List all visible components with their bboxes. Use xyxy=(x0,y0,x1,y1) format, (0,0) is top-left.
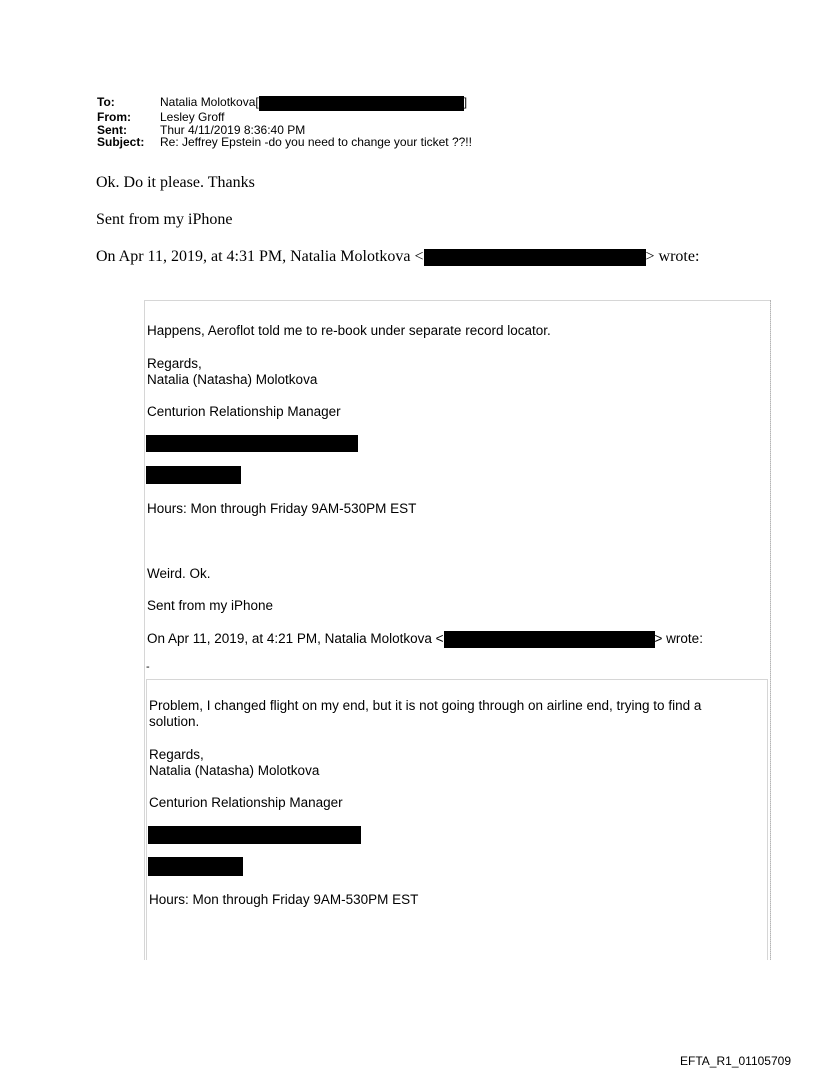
quoted-2-body-line2: solution. xyxy=(149,714,200,729)
quoted-1-reply-signature: Sent from my iPhone xyxy=(147,598,274,613)
quoted-1-body: Happens, Aeroflot told me to re-book under separate record locator. xyxy=(147,323,551,338)
redaction-bar xyxy=(146,435,358,452)
subject-value: Re: Jeffrey Epstein -do you need to change your ticket ??!! xyxy=(160,135,472,150)
quote-intro-1 xyxy=(96,248,699,266)
to-close-bracket: ] xyxy=(463,95,468,109)
sent-label: Sent: xyxy=(97,122,127,137)
redaction-bar xyxy=(148,826,361,844)
subject-row xyxy=(97,136,472,149)
page-cut xyxy=(140,960,780,990)
reply-signature: Sent from my iPhone xyxy=(96,211,233,228)
to-label: To: xyxy=(97,95,115,109)
redaction-bar xyxy=(146,466,241,484)
reply-body: Ok. Do it please. Thanks xyxy=(96,174,255,191)
quoted-1-title: Centurion Relationship Manager xyxy=(147,404,341,419)
to-value: Natalia Molotkova[ xyxy=(160,95,259,109)
quoted-1-reply-body: Weird. Ok. xyxy=(147,566,211,581)
document-id: EFTA_R1_01105709 xyxy=(680,1054,791,1068)
quoted-2-regards: Regards, xyxy=(149,747,204,762)
redaction-bar xyxy=(148,857,243,876)
redaction-bar xyxy=(259,96,464,111)
redaction-bar xyxy=(444,631,655,648)
quoted-2-name: Natalia (Natasha) Molotkova xyxy=(149,763,320,778)
quote-intro-2-suffix: > wrote: xyxy=(654,631,703,647)
quoted-2-hours: Hours: Mon through Friday 9AM-530PM EST xyxy=(149,892,419,907)
subject-label: Subject: xyxy=(97,135,145,150)
separator-dash: - xyxy=(146,661,150,673)
quoted-2-body-line1: Problem, I changed flight on my end, but it is not going through on airline end, trying to find a xyxy=(149,698,702,713)
quote-intro-1-prefix: On Apr 11, 2019, at 4:31 PM, Natalia Molotkova < xyxy=(96,248,424,265)
quoted-1-regards: Regards, xyxy=(147,356,202,371)
quoted-2-title: Centurion Relationship Manager xyxy=(149,795,343,810)
quote-intro-2 xyxy=(147,631,703,648)
quote-intro-2-prefix: On Apr 11, 2019, at 4:21 PM, Natalia Molotkova < xyxy=(147,631,444,647)
email-header xyxy=(97,96,472,149)
from-label: From: xyxy=(97,110,131,124)
quote-intro-1-suffix: > wrote: xyxy=(645,248,700,265)
quoted-1-hours: Hours: Mon through Friday 9AM-530PM EST xyxy=(147,501,417,516)
frame-edge-line xyxy=(770,300,771,960)
redaction-bar xyxy=(424,249,646,266)
to-row xyxy=(97,96,472,111)
from-value: Lesley Groff xyxy=(160,110,225,124)
sent-value: Thur 4/11/2019 8:36:40 PM xyxy=(160,122,306,137)
quoted-1-name: Natalia (Natasha) Molotkova xyxy=(147,372,318,387)
from-row xyxy=(97,111,472,124)
